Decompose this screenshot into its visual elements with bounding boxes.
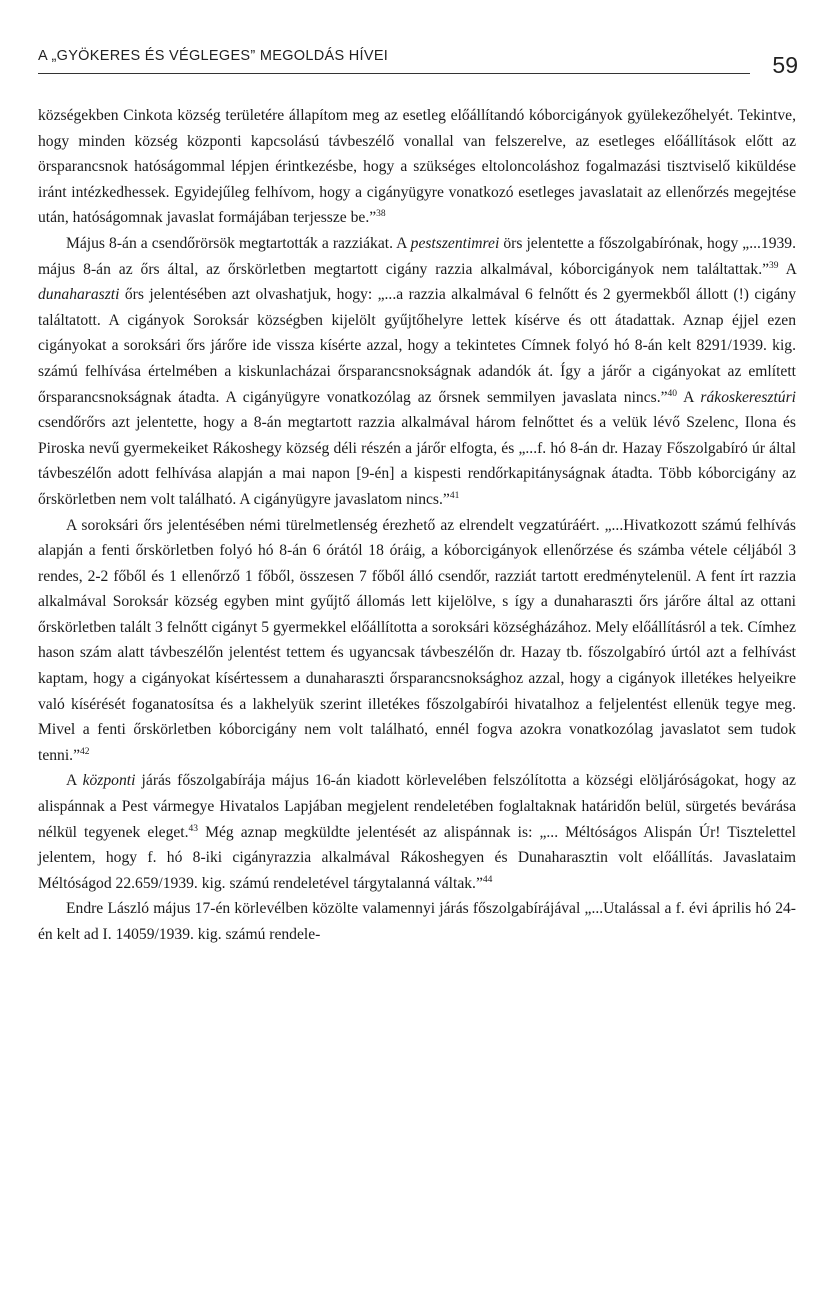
paragraph-1 [38,103,796,231]
paragraph-2 [38,231,796,513]
footnote-ref-41: 41 [449,490,460,501]
text: A [66,772,83,790]
paragraph-5 [38,896,796,947]
place-name: rákoskeresztúri [700,388,796,406]
footnote-ref-42: 42 [80,746,90,757]
text: csendőrőrs azt jelentette, hogy a 8-án megtartott razzia alkalmával három felnőttet és a velük lévő Szelenc, Ilona és Piroska nevű gyermekeiket Rákoshegy község déli részén a járőr elfogta, és „...f. hó 8-án dr. Hazay Főszolgabíró úr által távbeszélőn adott felhívása alapján a mai napon [9-én] a kispesti rendőrkapitányságnak átadta. Több kóborcigány az őrskörletben nem volt található. A cigányügyre javaslatom nincs.” [38,414,796,508]
text: A soroksári őrs jelentésében némi türelmetlenség érezhető az elrendelt vegzatúráért. „...Hivatkozott számú felhívás alapján a fenti őrskörletben folyó hó 8-án 6 órától 18 óráig, a kóborcigányok ellenőrzése és számba vétele céljából 3 rendes, 2-2 főből és 1 ellenőrző 1 főből, összesen 7 főből álló csendőr, razziát tartott eredménytelenül. A fent írt razzia alkalmával Soroksár község egyben mint gyűjtő állomás lett kijelölve, s így a dunaharaszti őrs járőre által az ottani őrskörletben talált 3 felnőtt cigányt 5 gyermekkel előállította a soroksári községházához. Mely előállításról a tek. Címhez hason szám alatt távbeszélőn jelentést tettem és ugyancsak távbeszélőn dr. Hazay tb. főszolgabíró úrtól azt a felhívást kaptam, hogy a cigányokat kísértessem a dunaharaszti őrsparancsnoksághoz azzal, hogy a cigányok illetékes helyeikre való kísérését foganatosítsa és a lakhelyük szerint illetékes főszolgabírói hivatalhoz a feljelentést ellenük tegye meg. Mivel a fenti őrskörletben kóborcigány nem volt található, ennél fogva azokra vonatkozólag javaslatot sem tudok tenni.” [38,516,796,764]
text: Endre László május 17-én körlevélben közölte valamennyi járás főszolgabírájával „...Utalással a f. évi április hó 24-én kelt ad I. 14059/1939. kig. számú rendele- [38,900,796,943]
footnote-ref-43: 43 [188,823,199,834]
paragraph-3 [38,513,796,769]
text: járás főszolgabírája május 16-án kiadott körlevelében felszólította a községi elöljáróságokat, hogy az alispánnak a Pest vármegye Hivatalos Lapjában megjelent rendeletében foglaltaknak határidőn belül, sürgetés bevárása nélkül tegyenek eleget. [38,772,796,841]
text: örs jelentette a főszolgabírónak, hogy „...1939. május 8-án az őrs által, az őrskörletben megtartott cigány razzia alkalmával, kóborcigányok nem találtattak.” [38,234,797,278]
place-name: pestszentimrei [410,234,500,252]
header-rule [38,73,750,74]
footnote-ref-44: 44 [482,874,493,885]
place-name: központi [82,772,136,790]
text: A [778,260,796,278]
place-name: dunaharaszti [38,286,120,304]
page-header [38,38,798,82]
text: Május 8-án a csendőrörsök megtartották a razziákat. A [66,234,411,252]
running-title: A „GYÖKERES ÉS VÉGLEGES” MEGOLDÁS HÍVEI [38,48,389,64]
text: Még aznap megküldte jelentését az alispánnak is: „... Méltóságos Alispán Úr! Tisztelettel jelentem, hogy f. hó 8-iki cigányrazzia alkalmával Rákoshegyen és Dunaharasztin volt előállítás. Javaslataim Méltóságod 22.659/1939. kig. számú rendeletével tárgytalanná váltak.” [38,823,796,892]
paragraph-4 [38,768,796,896]
footnote-ref-39: 39 [769,260,779,271]
body-text [38,103,796,948]
text: községekben Cinkota község területére állapítom meg az esetleg előállítandó kóborcigányok gyülekezőhelyét. Tekintve, hogy minden község központi kapcsolású távbeszélő vonallal van felszerelve, az esetleges előállítások előtt az örsparancsnok hatóságommal lépjen érintkezésbe, hogy a szükséges eltoloncoláshoz fogalmazási tisztviselő kiküldése iránt intézkedhessek. Egyidejűleg felhívom, hogy a cigányügyre vonatkozó esetleges javaslatait az ellenőrzés megejtése után, hatóságomnak javaslat formájában terjessze be.” [38,107,796,227]
text: őrs jelentésében azt olvashatjuk, hogy: „...a razzia alkalmával 6 felnőtt és 2 gyermekből állott (!) cigány találtatott. A cigányok Soroksár községben kijelölt gyűjtőhelyre lettek kísérve és ott átadattak. Aznap éjjel ezen cigányokat a soroksári őrs járőre ide vissza kísérte azzal, hogy a tekintetes Címnek folyó hó 8-án kelt 8291/1939. kig. számú felhívása értelmében a kiskunlacházai őrsparancsnokságnak adandók át. Így a járőr a cigányokat az említett őrsparancsnokságnak átadta. A cigányügyre vonatkozólag az őrsnek semmilyen javaslata nincs.” [38,286,796,406]
text: A [677,388,701,406]
footnote-ref-38: 38 [376,209,386,220]
footnote-ref-40: 40 [667,388,678,399]
page-number: 59 [772,52,798,78]
